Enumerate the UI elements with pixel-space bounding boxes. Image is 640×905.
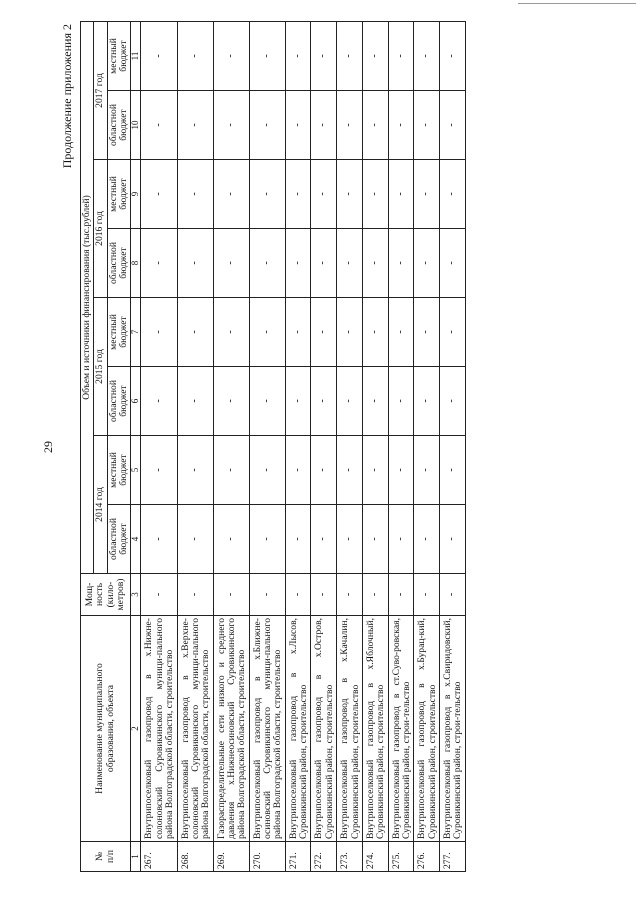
value-cell <box>285 574 311 616</box>
value-cell <box>388 367 414 436</box>
value-cell <box>337 298 363 367</box>
value-cell <box>440 229 466 298</box>
column-number: 10 <box>131 91 141 160</box>
value-text: - <box>317 261 329 265</box>
value-text: - <box>291 537 303 541</box>
column-number: 2 <box>131 616 141 842</box>
value-text: - <box>152 54 164 58</box>
value-cell <box>440 436 466 505</box>
value-text: - <box>291 399 303 403</box>
value-cell <box>362 21 388 90</box>
value-cell <box>362 160 388 229</box>
value-text: - <box>446 330 458 334</box>
value-cell <box>414 505 440 574</box>
value-cell <box>311 229 337 298</box>
value-cell <box>141 21 177 90</box>
row-number: 268. <box>177 842 213 872</box>
value-cell <box>337 160 363 229</box>
table-row <box>249 21 285 871</box>
value-cell <box>285 229 311 298</box>
value-text: - <box>420 399 432 403</box>
value-text: - <box>291 192 303 196</box>
value-text: - <box>152 468 164 472</box>
value-cell <box>362 367 388 436</box>
object-name: Внутрипоселковый газопровод в х.Качалин, Суровикинский район, строительство <box>337 616 363 842</box>
row-number: 275. <box>388 842 414 872</box>
value-cell <box>213 160 249 229</box>
value-text: - <box>224 468 236 472</box>
value-cell <box>285 298 311 367</box>
value-text: - <box>394 537 406 541</box>
value-cell <box>141 436 177 505</box>
value-cell <box>177 367 213 436</box>
value-text: - <box>317 537 329 541</box>
table-row <box>213 21 249 871</box>
value-text: - <box>420 330 432 334</box>
value-text: - <box>394 468 406 472</box>
header-regional-budget-1: областной бюджет <box>107 367 131 436</box>
value-text: - <box>446 261 458 265</box>
row-number: 274. <box>362 842 388 872</box>
column-number: 9 <box>131 160 141 229</box>
value-cell <box>141 229 177 298</box>
value-cell <box>177 505 213 574</box>
value-cell <box>362 91 388 160</box>
value-text: - <box>152 261 164 265</box>
value-cell <box>285 436 311 505</box>
value-cell <box>141 298 177 367</box>
row-number: 270. <box>249 842 285 872</box>
value-text: - <box>224 537 236 541</box>
value-cell <box>440 367 466 436</box>
value-text: - <box>446 537 458 541</box>
value-text: - <box>260 537 272 541</box>
column-number: 5 <box>131 436 141 505</box>
value-cell <box>337 367 363 436</box>
value-cell <box>311 160 337 229</box>
value-cell <box>388 436 414 505</box>
value-cell <box>311 436 337 505</box>
value-cell <box>249 298 285 367</box>
value-text: - <box>368 192 380 196</box>
object-name: Внутрипоселковый газопровод в х.Верхне-солоновский Суровикинского муници-пального района Волгоградской области, строительство <box>177 616 213 842</box>
header-name: Наименование муниципального образования, объекта <box>81 616 131 842</box>
value-text: - <box>368 537 380 541</box>
value-cell <box>388 91 414 160</box>
value-cell <box>285 367 311 436</box>
value-cell <box>440 21 466 90</box>
row-number: 267. <box>141 842 177 872</box>
value-cell <box>362 298 388 367</box>
row-number: 269. <box>213 842 249 872</box>
value-cell <box>414 21 440 90</box>
value-text: - <box>343 54 355 58</box>
value-text: - <box>291 54 303 58</box>
value-text: - <box>446 123 458 127</box>
table-row <box>388 21 414 871</box>
header-local-budget-2: местный бюджет <box>107 160 131 229</box>
value-text: - <box>394 123 406 127</box>
value-cell <box>249 21 285 90</box>
value-cell <box>141 505 177 574</box>
column-number: 11 <box>131 21 141 90</box>
value-cell <box>414 574 440 616</box>
value-cell <box>337 229 363 298</box>
header-power: Мощ- ность (кило- метров) <box>81 574 131 616</box>
value-text: - <box>420 261 432 265</box>
value-cell <box>388 160 414 229</box>
value-cell <box>414 298 440 367</box>
header-regional-budget-0: областной бюджет <box>107 505 131 574</box>
value-cell <box>213 21 249 90</box>
object-name: Газораспределительные сети низкого и среднего давления х.Нижнеосиновский Суровикинского района Волгоградской области, строительство <box>213 616 249 842</box>
column-number: 3 <box>131 574 141 616</box>
continuation-note: Продолжение приложения 2 <box>60 24 74 169</box>
value-cell <box>213 436 249 505</box>
object-name: Внутрипоселковый газопровод в х.Остров, Суровикинский район, строительство <box>311 616 337 842</box>
row-number: 277. <box>440 842 466 872</box>
value-text: - <box>446 192 458 196</box>
header-regional-budget-2: областной бюджет <box>107 229 131 298</box>
value-text: - <box>343 330 355 334</box>
value-cell <box>414 229 440 298</box>
value-text: - <box>224 54 236 58</box>
value-cell <box>141 367 177 436</box>
value-text: - <box>188 537 200 541</box>
value-text: - <box>224 330 236 334</box>
value-text: - <box>224 399 236 403</box>
value-text: - <box>368 54 380 58</box>
funding-table <box>80 21 466 872</box>
value-text: - <box>260 468 272 472</box>
value-text: - <box>420 592 432 597</box>
value-text: - <box>188 468 200 472</box>
header-local-budget-1: местный бюджет <box>107 298 131 367</box>
value-text: - <box>317 123 329 127</box>
value-text: - <box>224 592 236 597</box>
object-name: Внутрипоселковый газопровод в х.Бурац-кий, Суровикинский район, строительство <box>414 616 440 842</box>
value-text: - <box>420 192 432 196</box>
value-cell <box>362 436 388 505</box>
value-cell <box>249 91 285 160</box>
value-text: - <box>446 54 458 58</box>
value-cell <box>311 21 337 90</box>
table-row <box>311 21 337 871</box>
value-text: - <box>368 261 380 265</box>
header-local-budget-3: местный бюджет <box>107 21 131 90</box>
value-cell <box>388 21 414 90</box>
value-cell <box>337 21 363 90</box>
value-cell <box>440 505 466 574</box>
value-text: - <box>152 192 164 196</box>
value-text: - <box>260 54 272 58</box>
corner-scan-mark <box>518 3 636 4</box>
value-text: - <box>317 330 329 334</box>
value-cell <box>249 367 285 436</box>
value-text: - <box>260 399 272 403</box>
value-cell <box>249 160 285 229</box>
value-cell <box>285 160 311 229</box>
value-text: - <box>317 592 329 597</box>
value-text: - <box>368 123 380 127</box>
value-cell <box>177 298 213 367</box>
object-name: Внутрипоселковый газопровод в х.Свиридовский, Суровикинский район, строи-тельство <box>440 616 466 842</box>
value-cell <box>414 367 440 436</box>
header-year-1: 2015 год <box>94 298 107 436</box>
value-cell <box>285 21 311 90</box>
value-cell <box>362 574 388 616</box>
value-cell <box>177 229 213 298</box>
value-text: - <box>260 123 272 127</box>
object-name: Внутрипоселковый газопровод в х.Нижне-солоновский Суровикинского муници-пального района Волгоградской области, строительство <box>141 616 177 842</box>
value-text: - <box>188 54 200 58</box>
value-cell <box>177 436 213 505</box>
table-row <box>337 21 363 871</box>
header-year-0: 2014 год <box>94 436 107 574</box>
value-text: - <box>368 330 380 334</box>
value-cell <box>414 91 440 160</box>
table-row <box>362 21 388 871</box>
value-cell <box>177 574 213 616</box>
table-row <box>414 21 440 871</box>
value-text: - <box>317 192 329 196</box>
value-cell <box>388 574 414 616</box>
value-cell <box>337 505 363 574</box>
value-text: - <box>343 592 355 597</box>
header-local-budget-0: местный бюджет <box>107 436 131 505</box>
object-name: Внутрипоселковый газопровод в ст.Суво-ровская, Суровикинский район, строи-тельство <box>388 616 414 842</box>
value-text: - <box>368 399 380 403</box>
value-text: - <box>188 399 200 403</box>
value-cell <box>440 574 466 616</box>
value-cell <box>213 367 249 436</box>
table-row <box>440 21 466 871</box>
value-text: - <box>368 592 380 597</box>
value-cell <box>213 505 249 574</box>
row-number: 276. <box>414 842 440 872</box>
value-text: - <box>420 468 432 472</box>
value-text: - <box>260 192 272 196</box>
value-text: - <box>394 592 406 597</box>
value-cell <box>213 91 249 160</box>
value-text: - <box>291 592 303 597</box>
value-text: - <box>394 54 406 58</box>
header-regional-budget-3: областной бюджет <box>107 91 131 160</box>
value-text: - <box>394 399 406 403</box>
table-row <box>177 21 213 871</box>
value-cell <box>249 574 285 616</box>
value-text: - <box>224 192 236 196</box>
value-cell <box>311 91 337 160</box>
value-text: - <box>188 261 200 265</box>
value-cell <box>440 160 466 229</box>
value-text: - <box>420 123 432 127</box>
value-cell <box>362 229 388 298</box>
table-row <box>285 21 311 871</box>
value-text: - <box>291 330 303 334</box>
row-number: 273. <box>337 842 363 872</box>
value-text: - <box>446 592 458 597</box>
value-text: - <box>394 261 406 265</box>
value-text: - <box>317 468 329 472</box>
value-cell <box>285 505 311 574</box>
value-cell <box>388 298 414 367</box>
column-number: 8 <box>131 229 141 298</box>
value-cell <box>285 91 311 160</box>
value-text: - <box>420 54 432 58</box>
value-cell <box>141 574 177 616</box>
value-text: - <box>317 54 329 58</box>
value-text: - <box>291 261 303 265</box>
value-cell <box>414 436 440 505</box>
value-cell <box>311 298 337 367</box>
value-cell <box>337 574 363 616</box>
row-number: 272. <box>311 842 337 872</box>
value-text: - <box>446 399 458 403</box>
header-num: № п/п <box>81 842 131 872</box>
page-number: 29 <box>41 441 55 453</box>
value-text: - <box>224 123 236 127</box>
value-text: - <box>343 399 355 403</box>
table-row <box>141 21 177 871</box>
value-cell <box>440 91 466 160</box>
value-text: - <box>260 330 272 334</box>
value-text: - <box>152 123 164 127</box>
value-text: - <box>291 468 303 472</box>
value-text: - <box>343 468 355 472</box>
value-cell <box>249 229 285 298</box>
header-funding: Объем и источники финансирования (тыс.рублей) <box>81 21 94 573</box>
value-cell <box>388 229 414 298</box>
value-cell <box>311 505 337 574</box>
value-cell <box>249 436 285 505</box>
value-text: - <box>188 330 200 334</box>
value-text: - <box>291 123 303 127</box>
header-year-2: 2016 год <box>94 160 107 298</box>
column-number: 6 <box>131 367 141 436</box>
value-text: - <box>224 261 236 265</box>
value-cell <box>337 436 363 505</box>
value-text: - <box>188 192 200 196</box>
value-text: - <box>343 123 355 127</box>
value-text: - <box>343 192 355 196</box>
value-text: - <box>343 261 355 265</box>
object-name: Внутрипоселковый газопровод в х.Лысов, Суровикинский район, строительство <box>285 616 311 842</box>
value-cell <box>440 298 466 367</box>
value-cell <box>362 505 388 574</box>
column-number: 4 <box>131 505 141 574</box>
value-cell <box>311 367 337 436</box>
value-cell <box>141 160 177 229</box>
document-sheet <box>40 22 615 872</box>
value-text: - <box>188 592 200 597</box>
value-cell <box>213 574 249 616</box>
value-text: - <box>317 399 329 403</box>
value-cell <box>311 574 337 616</box>
value-text: - <box>394 192 406 196</box>
value-text: - <box>420 537 432 541</box>
value-text: - <box>394 330 406 334</box>
header-year-3: 2017 год <box>94 21 107 159</box>
value-cell <box>249 505 285 574</box>
value-text: - <box>188 123 200 127</box>
value-cell <box>414 160 440 229</box>
value-cell <box>213 298 249 367</box>
value-cell <box>177 91 213 160</box>
column-number: 1 <box>131 842 141 872</box>
value-text: - <box>152 537 164 541</box>
row-number: 271. <box>285 842 311 872</box>
value-text: - <box>446 468 458 472</box>
value-text: - <box>343 537 355 541</box>
value-text: - <box>152 592 164 597</box>
value-text: - <box>152 399 164 403</box>
value-text: - <box>368 468 380 472</box>
value-cell <box>177 160 213 229</box>
value-text: - <box>260 261 272 265</box>
value-text: - <box>152 330 164 334</box>
column-number: 7 <box>131 298 141 367</box>
value-cell <box>177 21 213 90</box>
object-name: Внутрипоселковый газопровод в х.Ближне-осиновский Суровикинского муници-пального района Волгоградской области, строительство <box>249 616 285 842</box>
object-name: Внутрипоселковый газопровод в х.Яблочный, Суровикинский район, строительство <box>362 616 388 842</box>
value-text: - <box>260 592 272 597</box>
value-cell <box>213 229 249 298</box>
value-cell <box>337 91 363 160</box>
value-cell <box>388 505 414 574</box>
value-cell <box>141 91 177 160</box>
